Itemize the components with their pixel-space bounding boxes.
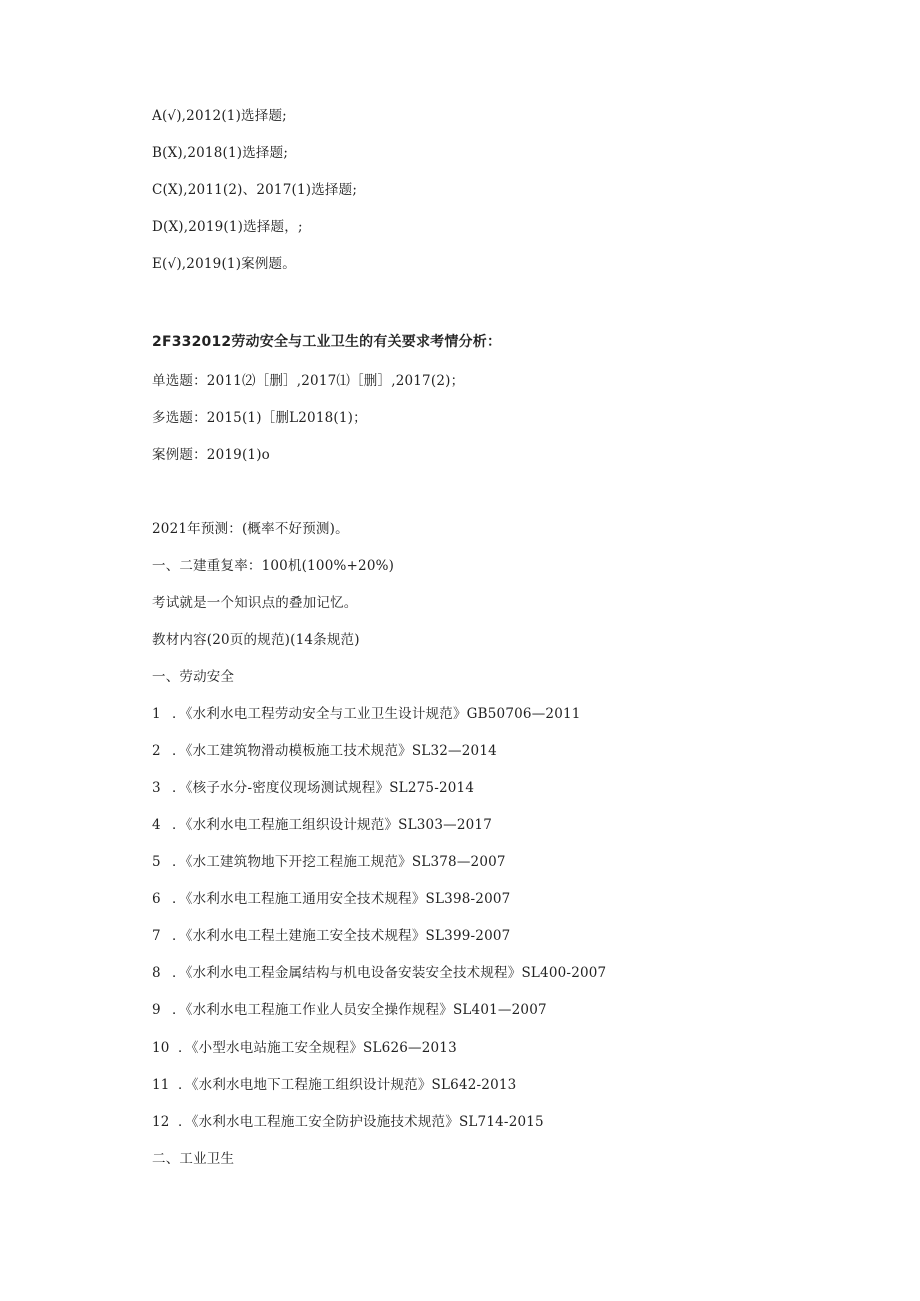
item-text: ．《水利水电工程金属结构与机电设备安装安全技术规程》SL400-2007 bbox=[172, 965, 607, 981]
item-number: 2 bbox=[152, 743, 161, 759]
item-number: 3 bbox=[152, 780, 161, 796]
item-number: 1 bbox=[152, 706, 161, 722]
section-industrial-hygiene-title: 二、工业卫生 bbox=[152, 1151, 235, 1167]
list-item bbox=[152, 741, 497, 761]
answer-e: E(√),2019(1)案例题。 bbox=[152, 256, 296, 272]
item-text: ．《水利水电工程施工组织设计规范》SL303—2017 bbox=[172, 817, 492, 833]
item-number: 9 bbox=[152, 1002, 161, 1018]
list-item bbox=[152, 852, 506, 872]
list-item bbox=[152, 778, 474, 798]
case-line: 案例题：2019(1)o bbox=[152, 447, 271, 463]
list-item bbox=[152, 704, 581, 724]
item-text: ．《水利水电工程施工通用安全技术规程》SL398-2007 bbox=[172, 891, 511, 907]
single-choice-line: 单选题：2011⑵［删］,2017⑴［删］,2017(2)； bbox=[152, 373, 465, 389]
item-text: ．《水工建筑物地下开挖工程施工规范》SL378—2007 bbox=[172, 854, 506, 870]
repeat-rate-line: 一、二建重复率：100机(100%+20%) bbox=[152, 558, 395, 574]
item-number: 4 bbox=[152, 817, 161, 833]
answer-a: A(√),2012(1)选择题; bbox=[152, 108, 287, 124]
item-number: 11 bbox=[152, 1077, 170, 1093]
item-text: ．《水利水电工程施工安全防护设施技术规范》SL714-2015 bbox=[178, 1114, 544, 1130]
item-number: 6 bbox=[152, 891, 161, 907]
list-item bbox=[152, 963, 606, 983]
item-number: 7 bbox=[152, 928, 161, 944]
list-item bbox=[152, 889, 510, 909]
list-item bbox=[152, 815, 492, 835]
list-item bbox=[152, 926, 510, 946]
list-item bbox=[152, 1075, 516, 1095]
item-text: ．《水利水电工程劳动安全与工业卫生设计规范》GB50706—2011 bbox=[172, 706, 581, 722]
item-number: 5 bbox=[152, 854, 161, 870]
section-labor-safety-title: 一、劳动安全 bbox=[152, 669, 235, 685]
item-text: ．《核子水分-密度仪现场测试规程》SL275-2014 bbox=[172, 780, 475, 796]
multi-choice-line: 多选题：2015(1)［删L2018(1)； bbox=[152, 410, 367, 426]
item-text: ．《水利水电地下工程施工组织设计规范》SL642-2013 bbox=[178, 1077, 517, 1093]
item-number: 10 bbox=[152, 1040, 170, 1056]
answer-c: C(X),2011(2)、2017(1)选择题; bbox=[152, 182, 358, 198]
analysis-heading: 2F332012劳动安全与工业卫生的有关要求考情分析： bbox=[152, 334, 502, 350]
content-line: 教材内容(20页的规范)(14条规范) bbox=[152, 632, 360, 648]
item-number: 8 bbox=[152, 965, 161, 981]
exam-note-line: 考试就是一个知识点的叠加记忆。 bbox=[152, 595, 358, 611]
item-text: ．《水利水电工程土建施工安全技术规程》SL399-2007 bbox=[172, 928, 511, 944]
list-item bbox=[152, 1000, 547, 1020]
prediction-title: 2021年预测：(概率不好预测)。 bbox=[152, 521, 349, 537]
answer-d: D(X),2019(1)选择题，; bbox=[152, 219, 303, 235]
list-item bbox=[152, 1038, 457, 1058]
item-text: ．《水工建筑物滑动模板施工技术规范》SL32—2014 bbox=[172, 743, 497, 759]
answer-b: B(X),2018(1)选择题; bbox=[152, 145, 289, 161]
item-text: ．《水利水电工程施工作业人员安全操作规程》SL401—2007 bbox=[172, 1002, 547, 1018]
item-number: 12 bbox=[152, 1114, 170, 1130]
list-item bbox=[152, 1112, 544, 1132]
item-text: ．《小型水电站施工安全规程》SL626—2013 bbox=[178, 1040, 457, 1056]
